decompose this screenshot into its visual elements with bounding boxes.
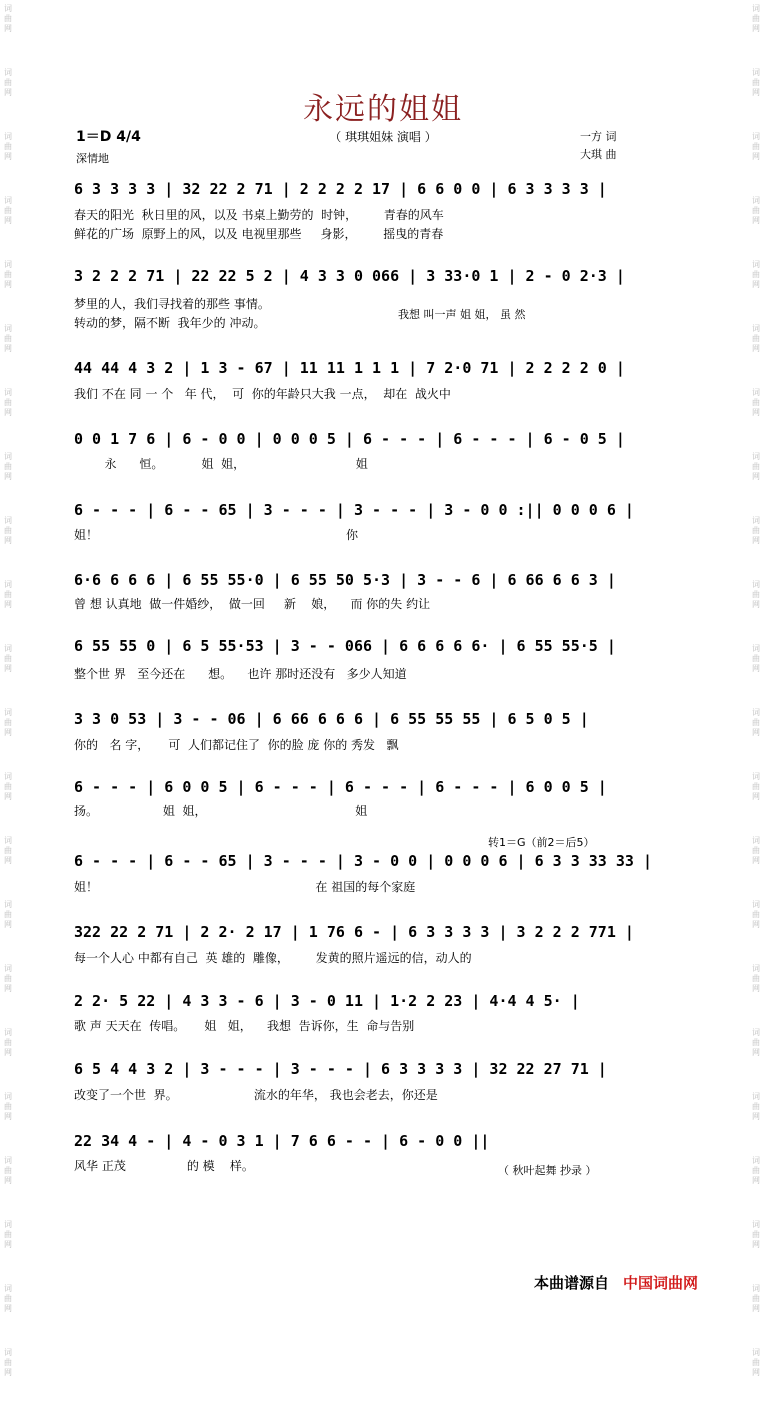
watermark-text: 词 曲 网 bbox=[752, 4, 760, 33]
watermark-text: 词 曲 网 bbox=[752, 1092, 760, 1121]
key-signature: 1＝D 4/4 bbox=[76, 129, 141, 145]
composer-credit: 大琪 曲 bbox=[580, 148, 617, 161]
lyric-line: 你的 名 字， 可 人们都记住了 你的脸 庞 你的 秀发 飘 bbox=[74, 738, 399, 752]
tempo-marking: 深情地 bbox=[76, 152, 109, 165]
lyric-line: 扬。 姐 姐， 姐 bbox=[74, 804, 368, 818]
stave-notes: 322 22 2 71 | 2 2· 2 17 | 1 76 6 - | 6 3 3 3 3 | 3 2 2 2 771 | bbox=[74, 923, 634, 941]
watermark-text: 词 曲 网 bbox=[752, 68, 760, 97]
lyric-line: 每一个人心 中都有自己 英 雄的 雕像， 发黄的照片遥远的信，动人的 bbox=[74, 951, 472, 965]
modulation-note: 转1＝G（前2＝后5） bbox=[488, 836, 595, 849]
watermark-text: 词 曲 网 bbox=[4, 132, 12, 161]
stave-notes: 2 2· 5 22 | 4 3 3 - 6 | 3 - 0 11 | 1·2 2 23 | 4·4 4 5· | bbox=[74, 992, 580, 1010]
stave-notes: 0 0 1 7 6 | 6 - 0 0 | 0 0 0 5 | 6 - - - | 6 - - - | 6 - 0 5 | bbox=[74, 430, 625, 448]
lyric-line: 姐！ 在 祖国的每个家庭 bbox=[74, 880, 416, 894]
stave-notes: 6 - - - | 6 - - 65 | 3 - - - | 3 - 0 0 | 0 0 0 6 | 6 3 3 33 33 | bbox=[74, 852, 652, 870]
stave-notes: 6 - - - | 6 0 0 5 | 6 - - - | 6 - - - | 6 - - - | 6 0 0 5 | bbox=[74, 778, 607, 796]
source-credit bbox=[534, 1272, 698, 1293]
lyric-line: 梦里的人，我们寻找着的那些 事情。 bbox=[74, 297, 270, 311]
watermark-text: 词 曲 网 bbox=[4, 516, 12, 545]
watermark-text: 词 曲 网 bbox=[752, 1220, 760, 1249]
watermark-text: 词 曲 网 bbox=[752, 964, 760, 993]
watermark-text: 词 曲 网 bbox=[4, 1348, 12, 1377]
site-name: 中国词曲网 bbox=[623, 1274, 699, 1292]
watermark-text: 词 曲 网 bbox=[752, 772, 760, 801]
watermark-text: 词 曲 网 bbox=[752, 836, 760, 865]
watermark-text: 词 曲 网 bbox=[752, 644, 760, 673]
watermark-text: 词 曲 网 bbox=[4, 196, 12, 225]
lyric-line: 鲜花的广场 原野上的风，以及 电视里那些 身影， 摇曳的青春 bbox=[74, 227, 444, 241]
stave-notes: 6 - - - | 6 - - 65 | 3 - - - | 3 - - - | 3 - 0 0 :|| 0 0 0 6 | bbox=[74, 501, 634, 519]
stave-notes: 6·6 6 6 6 | 6 55 55·0 | 6 55 50 5·3 | 3 - - 6 | 6 66 6 6 3 | bbox=[74, 571, 616, 589]
lyric-line: 曾 想 认真地 做一件婚纱， 做一回 新 娘， 而 你的失 约让 bbox=[74, 597, 431, 611]
lyric-line: 改变了一个世 界。 流水的年华， 我也会老去，你还是 bbox=[74, 1088, 438, 1102]
stave-notes: 22 34 4 - | 4 - 0 3 1 | 7 6 6 - - | 6 - 0 0 || bbox=[74, 1132, 490, 1150]
watermark-text: 词 曲 网 bbox=[4, 4, 12, 33]
watermark-text: 词 曲 网 bbox=[4, 1284, 12, 1313]
watermark-text: 词 曲 网 bbox=[752, 196, 760, 225]
watermark-text: 词 曲 网 bbox=[4, 1220, 12, 1249]
lyric-line: 风华 正茂 的 模 样。 bbox=[74, 1159, 254, 1173]
watermark-text: 词 曲 网 bbox=[4, 964, 12, 993]
stave-notes: 6 55 55 0 | 6 5 55·53 | 3 - - 066 | 6 6 6 6 6· | 6 55 55·5 | bbox=[74, 637, 616, 655]
watermark-text: 词 曲 网 bbox=[4, 900, 12, 929]
watermark-text: 词 曲 网 bbox=[4, 68, 12, 97]
watermark-text: 词 曲 网 bbox=[752, 708, 760, 737]
lyric-line: 歌 声 天天在 传唱。 姐 姐， 我想 告诉你，生 命与告别 bbox=[74, 1019, 415, 1033]
song-subtitle: （ 琪琪姐妹 演唱 ） bbox=[329, 130, 437, 144]
watermark-text: 词 曲 网 bbox=[752, 132, 760, 161]
watermark-text: 词 曲 网 bbox=[4, 836, 12, 865]
song-title: 永远的姐姐 bbox=[303, 92, 463, 127]
watermark-text: 词 曲 网 bbox=[752, 1348, 760, 1377]
watermark-text: 词 曲 网 bbox=[752, 516, 760, 545]
watermark-text: 词 曲 网 bbox=[752, 900, 760, 929]
watermark-text: 词 曲 网 bbox=[752, 452, 760, 481]
watermark-right bbox=[748, 0, 764, 1377]
lyric-line: 我们 不在 同 一 个 年 代， 可 你的年龄只大我 一点， 却在 战火中 bbox=[74, 387, 451, 401]
lyric-line: 我想 叫一声 姐 姐， 虽 然 bbox=[398, 308, 526, 321]
lyric-line: 转动的梦，隔不断 我年少的 冲动。 bbox=[74, 316, 266, 330]
watermark-text: 词 曲 网 bbox=[4, 580, 12, 609]
transcriber-note: （ 秋叶起舞 抄录 ） bbox=[498, 1164, 597, 1177]
watermark-text: 词 曲 网 bbox=[4, 772, 12, 801]
stave-notes: 6 3 3 3 3 | 32 22 2 71 | 2 2 2 2 17 | 6 6 0 0 | 6 3 3 3 3 | bbox=[74, 180, 607, 198]
source-label: 本曲谱源自 bbox=[534, 1274, 610, 1292]
lyric-line: 姐！ 你 bbox=[74, 528, 358, 542]
watermark-text: 词 曲 网 bbox=[4, 260, 12, 289]
watermark-text: 词 曲 网 bbox=[4, 1092, 12, 1121]
watermark-text: 词 曲 网 bbox=[4, 388, 12, 417]
lyric-line: 永 恒。 姐 姐， 姐 bbox=[74, 457, 368, 471]
watermark-text: 词 曲 网 bbox=[752, 388, 760, 417]
lyric-line: 整个世 界 至今还在 想。 也许 那时还没有 多少人知道 bbox=[74, 667, 407, 681]
stave-notes: 3 2 2 2 71 | 22 22 5 2 | 4 3 3 0 066 | 3 33·0 1 | 2 - 0 2·3 | bbox=[74, 267, 625, 285]
watermark-text: 词 曲 网 bbox=[4, 1028, 12, 1057]
watermark-text: 词 曲 网 bbox=[752, 1156, 760, 1185]
watermark-text: 词 曲 网 bbox=[752, 1028, 760, 1057]
watermark-text: 词 曲 网 bbox=[4, 644, 12, 673]
watermark-text: 词 曲 网 bbox=[4, 708, 12, 737]
stave-notes: 3 3 0 53 | 3 - - 06 | 6 66 6 6 6 | 6 55 55 55 | 6 5 0 5 | bbox=[74, 710, 589, 728]
lyric-line: 春天的阳光 秋日里的风，以及 书桌上勤劳的 时钟， 青春的风车 bbox=[74, 208, 444, 222]
watermark-text: 词 曲 网 bbox=[752, 1284, 760, 1313]
watermark-text: 词 曲 网 bbox=[752, 260, 760, 289]
watermark-text: 词 曲 网 bbox=[752, 580, 760, 609]
watermark-text: 词 曲 网 bbox=[4, 452, 12, 481]
stave-notes: 6 5 4 4 3 2 | 3 - - - | 3 - - - | 6 3 3 3 3 | 32 22 27 71 | bbox=[74, 1060, 607, 1078]
watermark-text: 词 曲 网 bbox=[4, 1156, 12, 1185]
lyricist-credit: 一方 词 bbox=[580, 130, 617, 143]
stave-notes: 44 44 4 3 2 | 1 3 - 67 | 11 11 1 1 1 | 7 2·0 71 | 2 2 2 2 0 | bbox=[74, 359, 625, 377]
watermark-text: 词 曲 网 bbox=[4, 324, 12, 353]
watermark-text: 词 曲 网 bbox=[752, 324, 760, 353]
watermark-left bbox=[0, 0, 16, 1377]
